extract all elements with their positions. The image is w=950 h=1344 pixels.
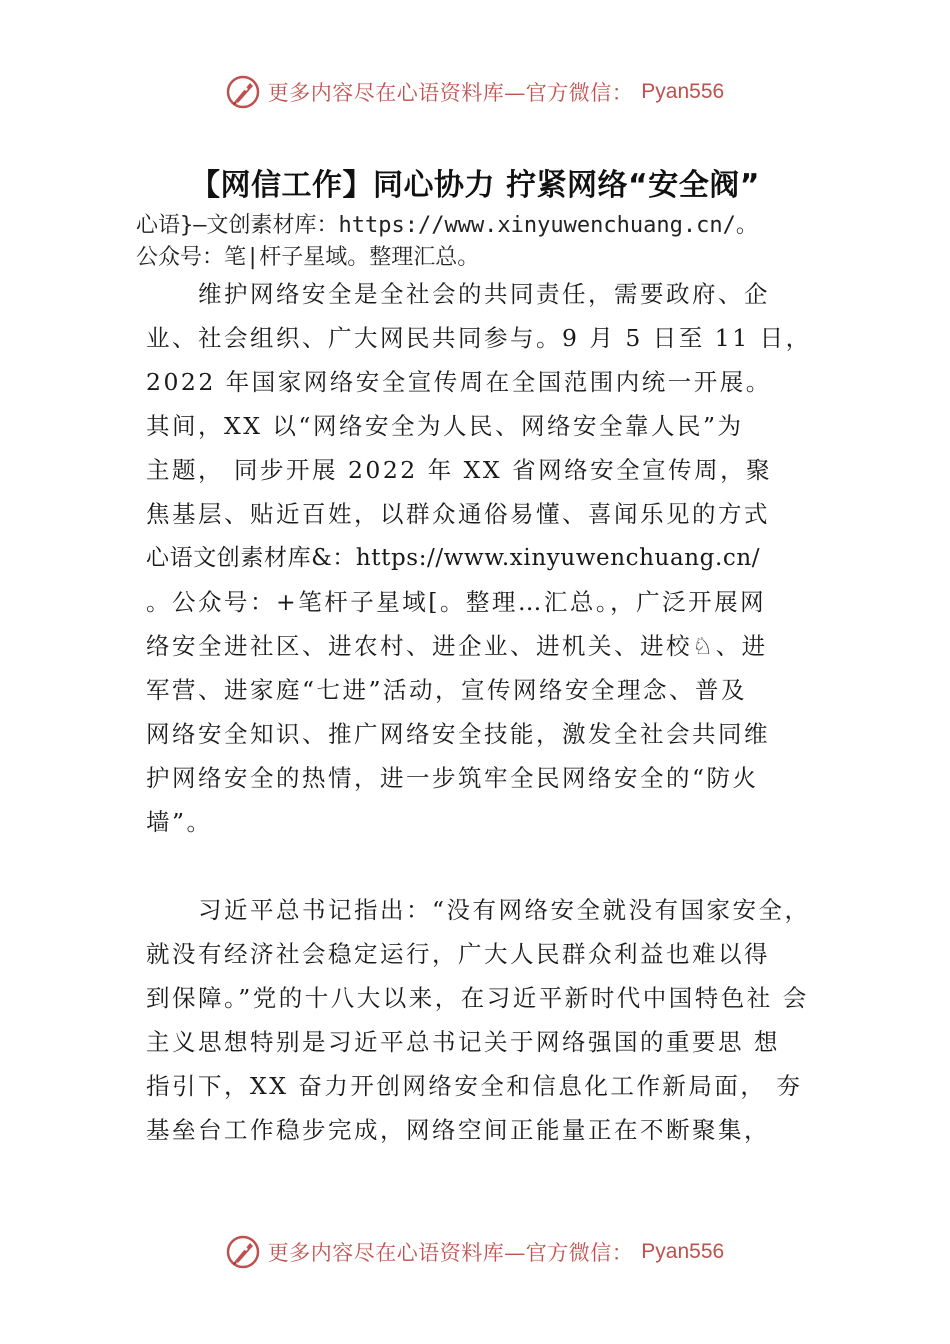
text-line: 护网络安全的热情，进一步筑牢全民网络安全的“防火: [146, 764, 759, 792]
wechat-id: Pyan556: [641, 1240, 725, 1263]
text-line: 心语文创素材库&：https://www.xinyuwenchuang.cn/: [146, 545, 761, 571]
text-line: 络安全进社区、进农村、进企业、进机关、进校♘、进: [146, 632, 768, 660]
text-line: 2022 年国家网络安全宣传周在全国范围内统一开展。: [146, 368, 772, 396]
paragraph-1: [146, 272, 846, 844]
text-line: 墙”。: [146, 808, 213, 836]
text-line: 业、社会组织、广大网民共同参与。9 月 5 日至 11 日，: [146, 324, 812, 352]
pen-nib-logo-icon: [226, 1235, 260, 1269]
text-line: 军营、进家庭“七进”活动，宣传网络安全理念、普及: [146, 676, 748, 704]
pen-nib-logo-icon: [226, 75, 260, 109]
text-line: 到保障。”党的十八大以来，在习近平新时代中国特色社 会: [146, 984, 809, 1012]
text-line: 就没有经济社会稳定运行，广大人民群众利益也难以得: [146, 940, 770, 968]
source-line: 公众号：笔|杆子星域。整理汇总。: [136, 245, 480, 270]
banner-text: 更多内容尽在心语资料库—官方微信：: [267, 1241, 634, 1265]
text-line: 指引下，XX 奋力开创网络安全和信息化工作新局面， 夯: [146, 1072, 803, 1100]
text-line: 基垒台工作稳步完成，网络空间正能量正在不断聚集，: [146, 1116, 770, 1144]
text-line: 其间，XX 以“网络安全为人民、网络安全靠人民”为: [146, 412, 744, 440]
page-title: 【网信工作】同心协力 拧紧网络“安全阀”: [190, 168, 760, 203]
footer-banner: [0, 1232, 950, 1272]
text-line: 网络安全知识、推广网络安全技能，激发全社会共同维: [146, 720, 770, 748]
header-banner: [0, 72, 950, 112]
paragraph-2: [146, 888, 846, 1152]
text-line: 维护网络安全是全社会的共同责任，需要政府、企: [146, 280, 770, 308]
text-line: 。公众号：+笔杆子星域[。整理…汇总。，广泛开展网: [146, 588, 767, 616]
text-line: 焦基层、贴近百姓，以群众通俗易懂、喜闻乐见的方式: [146, 500, 770, 528]
text-line: 主题， 同步开展 2022 年 XX 省网络安全宣传周，聚: [146, 456, 773, 484]
text-line: 主义思想特别是习近平总书记关于网络强国的重要思 想: [146, 1028, 780, 1056]
text-line: 习近平总书记指出：“没有网络安全就没有国家安全，: [146, 896, 811, 924]
source-line: 心语}—文创素材库：https://www.xinyuwenchuang.cn/。: [136, 213, 758, 238]
wechat-id: Pyan556: [641, 80, 725, 103]
banner-text: 更多内容尽在心语资料库—官方微信：: [267, 81, 634, 105]
